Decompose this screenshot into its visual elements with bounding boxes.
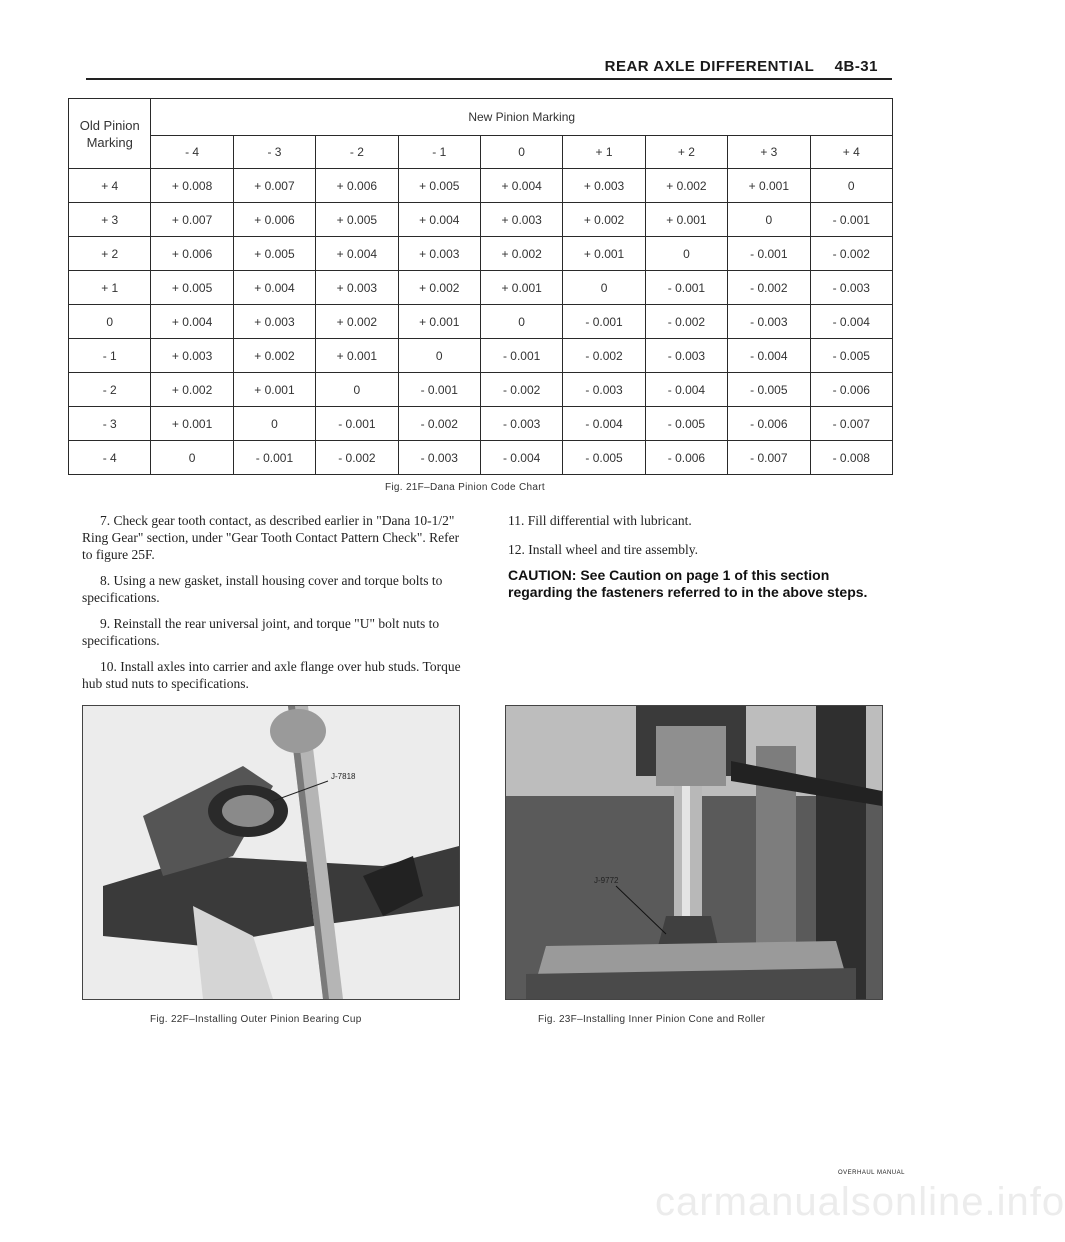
column-header: - 4 [151, 136, 233, 169]
step-11: 11. Fill differential with lubricant. [508, 513, 692, 528]
table-cell: + 0.003 [398, 237, 480, 271]
table-cell: - 0.005 [645, 407, 727, 441]
table-cell: + 0.001 [316, 339, 398, 373]
column-header: - 2 [316, 136, 398, 169]
table-row [69, 441, 893, 475]
table-cell: + 0.003 [316, 271, 398, 305]
table-cell: + 0.004 [151, 305, 233, 339]
table-cell: + 0.001 [563, 237, 645, 271]
table-cell: + 0.001 [728, 169, 810, 203]
table-cell: + 0.001 [398, 305, 480, 339]
table-row [69, 169, 893, 203]
table-cell: 0 [480, 305, 562, 339]
table-cell: + 0.006 [316, 169, 398, 203]
footer-manual-label: OVERHAUL MANUAL [838, 1170, 905, 1176]
table-row [69, 373, 893, 407]
table-row [69, 237, 893, 271]
fig22-tool-label: J-7818 [331, 772, 356, 781]
page-header [86, 56, 892, 80]
column-header: + 4 [810, 136, 892, 169]
table-cell: - 0.003 [398, 441, 480, 475]
table-cell: 0 [563, 271, 645, 305]
table-cell: + 0.007 [233, 169, 315, 203]
table-cell: - 0.005 [810, 339, 892, 373]
table-cell: + 0.003 [480, 203, 562, 237]
table-cell: - 0.005 [728, 373, 810, 407]
header-title-block [589, 58, 878, 75]
table-cell: + 0.005 [398, 169, 480, 203]
table-cell: + 0.004 [398, 203, 480, 237]
table-cell: - 0.002 [645, 305, 727, 339]
table-cell: + 0.002 [316, 305, 398, 339]
table-cell: - 0.001 [398, 373, 480, 407]
table-cell: - 0.003 [563, 373, 645, 407]
table-cell: 0 [316, 373, 398, 407]
table-cell: - 0.007 [810, 407, 892, 441]
table-cell: - 0.001 [810, 203, 892, 237]
old-marking-cell: - 4 [69, 441, 151, 475]
table-cell: + 0.007 [151, 203, 233, 237]
table-cell: + 0.004 [233, 271, 315, 305]
fig22-caption: Fig. 22F–Installing Outer Pinion Bearing Cup [150, 1014, 362, 1025]
column-header: - 3 [233, 136, 315, 169]
table-cell: - 0.001 [645, 271, 727, 305]
old-marking-header: Old Pinion Marking [69, 99, 151, 169]
table-cell: + 0.002 [563, 203, 645, 237]
old-marking-cell: - 2 [69, 373, 151, 407]
table-cell: - 0.005 [563, 441, 645, 475]
step-10: 10. Install axles into carrier and axle flange over hub studs. Torque hub stud nuts to specifications. [82, 659, 461, 691]
table-cell: 0 [810, 169, 892, 203]
left-steps [82, 512, 464, 701]
table-row [69, 407, 893, 441]
table-cell: + 0.003 [151, 339, 233, 373]
table-cell: + 0.002 [398, 271, 480, 305]
step-7: 7. Check gear tooth contact, as described earlier in "Dana 10-1/2" Ring Gear" section, under "Gear Tooth Contact Pattern Check". Refer to figure 25F. [82, 513, 460, 562]
table-cell: 0 [728, 203, 810, 237]
table-cell: + 0.002 [233, 339, 315, 373]
table-cell: - 0.002 [398, 407, 480, 441]
table-cell: 0 [645, 237, 727, 271]
table-cell: - 0.001 [563, 305, 645, 339]
fig23-tool-label: J-9772 [594, 876, 619, 885]
old-marking-cell: + 1 [69, 271, 151, 305]
old-marking-cell: - 1 [69, 339, 151, 373]
table-cell: + 0.001 [645, 203, 727, 237]
table-row [69, 271, 893, 305]
old-marking-cell: + 4 [69, 169, 151, 203]
step-8: 8. Using a new gasket, install housing cover and torque bolts to specifications. [82, 573, 443, 605]
column-header: - 1 [398, 136, 480, 169]
table-cell: - 0.002 [728, 271, 810, 305]
table-row [69, 305, 893, 339]
column-header: + 3 [728, 136, 810, 169]
page-number: 4B-31 [834, 58, 878, 75]
table-cell: - 0.002 [810, 237, 892, 271]
table-cell: + 0.005 [316, 203, 398, 237]
table-cell: + 0.008 [151, 169, 233, 203]
table-cell: + 0.004 [316, 237, 398, 271]
table-cell: - 0.001 [316, 407, 398, 441]
table-cell: - 0.003 [728, 305, 810, 339]
fig23-illustration [506, 706, 882, 999]
table-cell: - 0.004 [480, 441, 562, 475]
table-cell: - 0.004 [645, 373, 727, 407]
table-cell: - 0.001 [480, 339, 562, 373]
table-cell: + 0.002 [645, 169, 727, 203]
table-cell: + 0.005 [233, 237, 315, 271]
table-row [69, 339, 893, 373]
old-marking-cell: 0 [69, 305, 151, 339]
table-cell: - 0.006 [728, 407, 810, 441]
table-cell: 0 [233, 407, 315, 441]
column-header-row [69, 136, 893, 169]
table-cell: - 0.002 [480, 373, 562, 407]
table-row [69, 203, 893, 237]
table-cell: - 0.001 [233, 441, 315, 475]
table-cell: - 0.004 [810, 305, 892, 339]
table-cell: 0 [398, 339, 480, 373]
table-cell: - 0.004 [728, 339, 810, 373]
table-cell: + 0.002 [151, 373, 233, 407]
new-marking-header: New Pinion Marking [151, 99, 893, 136]
fig22-photo [82, 705, 460, 1000]
table-cell: - 0.006 [810, 373, 892, 407]
fig23-caption: Fig. 23F–Installing Inner Pinion Cone and Roller [538, 1014, 766, 1025]
step-9: 9. Reinstall the rear universal joint, and torque "U" bolt nuts to specifications. [82, 616, 440, 648]
table-cell: 0 [151, 441, 233, 475]
table-cell: - 0.002 [316, 441, 398, 475]
fig22-illustration [83, 706, 459, 999]
table-cell: + 0.003 [563, 169, 645, 203]
table-cell: + 0.006 [233, 203, 315, 237]
table-cell: + 0.001 [480, 271, 562, 305]
table-cell: - 0.007 [728, 441, 810, 475]
old-marking-cell: - 3 [69, 407, 151, 441]
table-cell: + 0.004 [480, 169, 562, 203]
step-12: 12. Install wheel and tire assembly. [508, 542, 698, 557]
right-steps [508, 512, 870, 610]
old-marking-cell: + 3 [69, 203, 151, 237]
fig23-photo [505, 705, 883, 1000]
table-cell: - 0.003 [480, 407, 562, 441]
column-header: + 2 [645, 136, 727, 169]
footer-watermark: carmanualsonline.info [655, 1180, 1065, 1224]
table-cell: - 0.003 [645, 339, 727, 373]
fig21-caption: Fig. 21F–Dana Pinion Code Chart [385, 482, 545, 493]
table-body [69, 169, 893, 475]
table-cell: + 0.001 [233, 373, 315, 407]
table-cell: - 0.001 [728, 237, 810, 271]
table-cell: + 0.005 [151, 271, 233, 305]
old-marking-cell: + 2 [69, 237, 151, 271]
column-header: + 1 [563, 136, 645, 169]
pinion-code-table [68, 98, 893, 475]
table-cell: + 0.006 [151, 237, 233, 271]
table-cell: + 0.002 [480, 237, 562, 271]
caution-note: CAUTION: See Caution on page 1 of this section regarding the fasteners referred to in the above steps. [508, 567, 868, 600]
table-cell: - 0.004 [563, 407, 645, 441]
column-header: 0 [480, 136, 562, 169]
table-cell: + 0.003 [233, 305, 315, 339]
table-cell: - 0.002 [563, 339, 645, 373]
table-cell: - 0.006 [645, 441, 727, 475]
table-cell: - 0.008 [810, 441, 892, 475]
section-title: REAR AXLE DIFFERENTIAL [604, 58, 814, 75]
table-cell: - 0.003 [810, 271, 892, 305]
table-cell: + 0.001 [151, 407, 233, 441]
